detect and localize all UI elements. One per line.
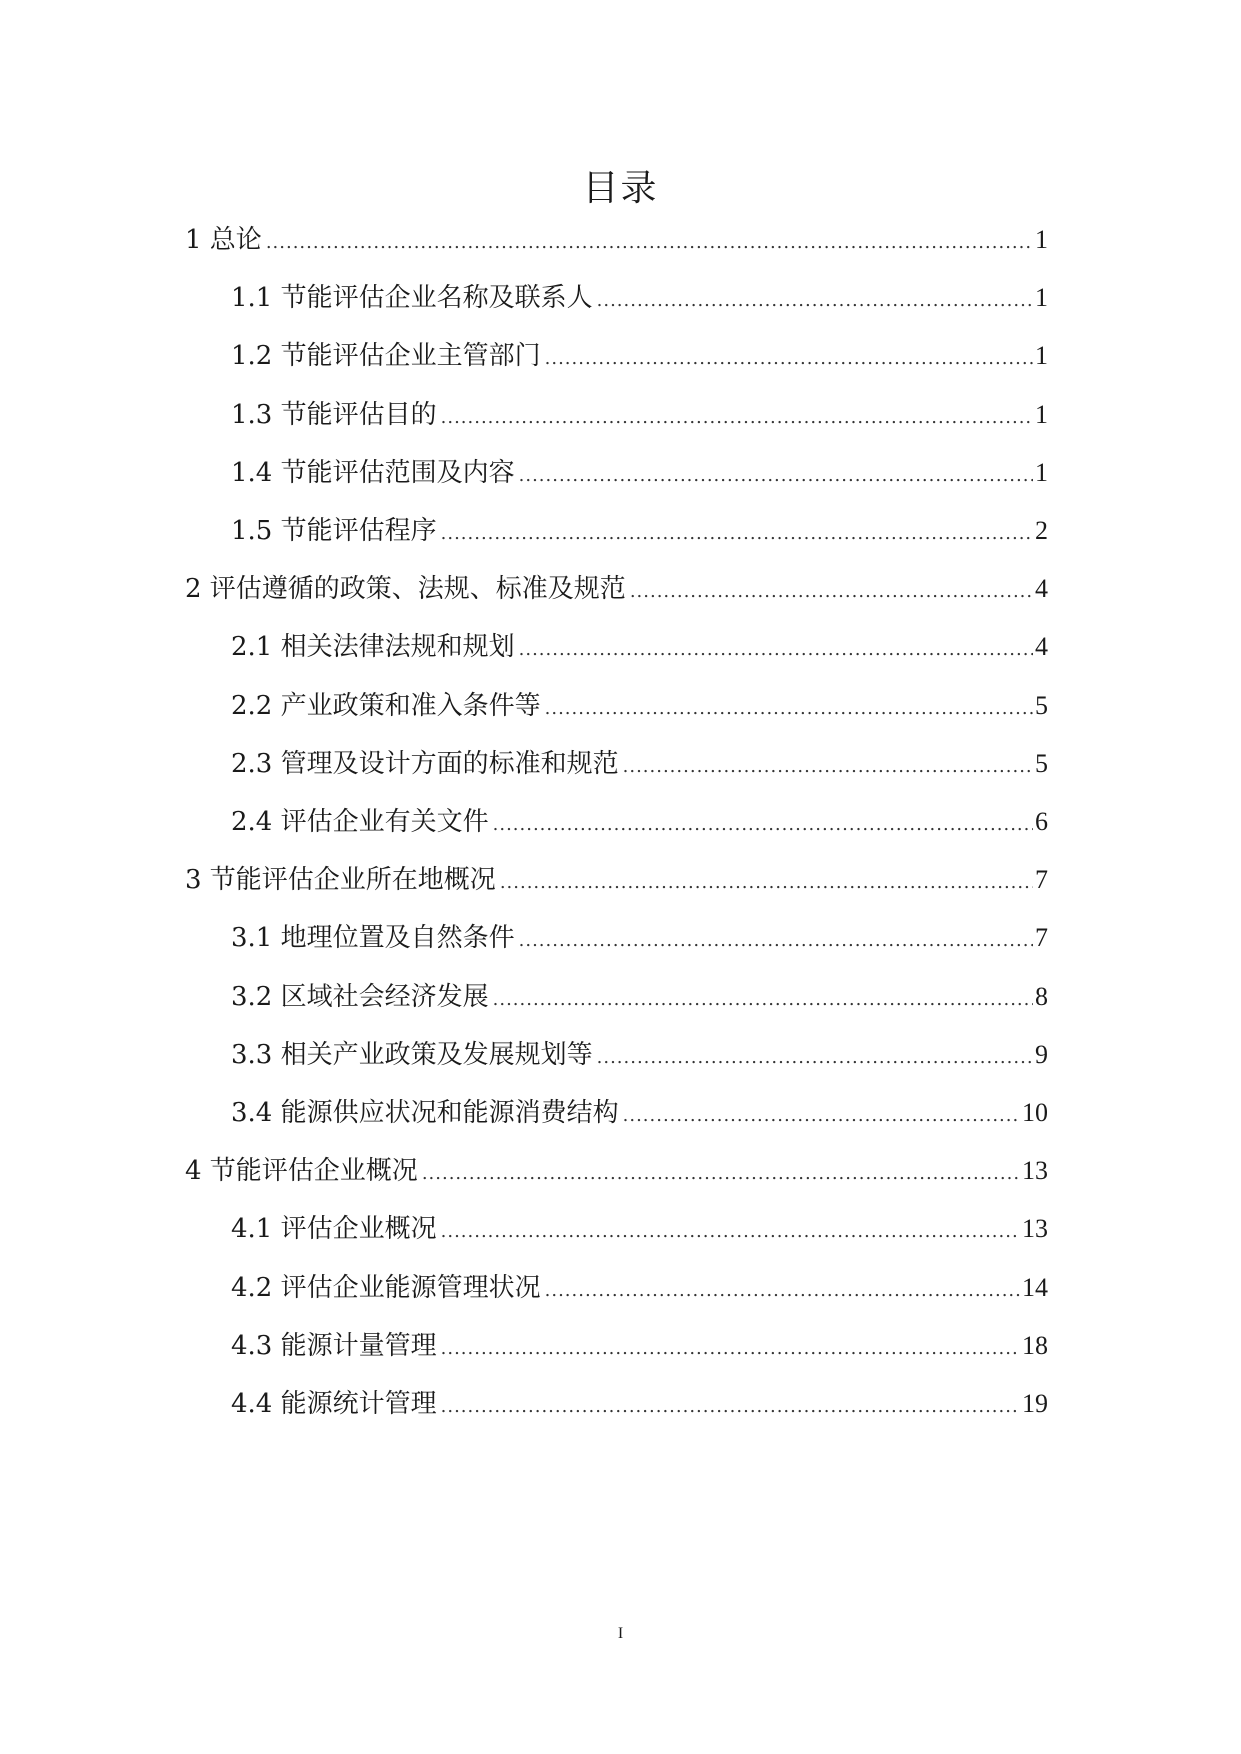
toc-dot-leader <box>597 281 1033 321</box>
toc-entry-label: 1.3 节能评估目的 <box>231 399 437 430</box>
toc-dot-leader <box>493 805 1033 845</box>
toc-entry[interactable] <box>231 395 1048 435</box>
toc-entry[interactable] <box>185 220 1048 260</box>
toc-entry-label: 4 节能评估企业概况 <box>185 1156 418 1187</box>
toc-entry-page-number: 2 <box>1035 516 1048 545</box>
page-number: I <box>617 1625 624 1642</box>
toc-dot-leader <box>441 1329 1020 1369</box>
toc-dot-leader <box>441 1212 1020 1252</box>
toc-list <box>0 220 1241 1600</box>
toc-dot-leader <box>493 980 1033 1020</box>
toc-dot-leader <box>623 747 1033 787</box>
toc-entry[interactable] <box>231 1268 1048 1308</box>
toc-entry-page-number: 4 <box>1035 632 1048 662</box>
toc-dot-leader <box>597 1038 1033 1078</box>
toc-dot-leader <box>545 1271 1020 1311</box>
toc-entry[interactable] <box>185 1151 1048 1191</box>
toc-entry[interactable] <box>231 1093 1048 1133</box>
toc-entry-label: 4.4 能源统计管理 <box>231 1389 437 1419</box>
toc-entry-page-number: 18 <box>1022 1330 1048 1360</box>
toc-dot-leader <box>519 456 1033 496</box>
toc-entry[interactable] <box>231 278 1048 318</box>
toc-entry-page-number: 6 <box>1035 807 1048 836</box>
toc-dot-leader <box>630 572 1033 612</box>
toc-dot-leader <box>266 223 1033 263</box>
toc-entry-page-number: 19 <box>1022 1389 1048 1418</box>
toc-entry-label: 4.3 能源计量管理 <box>231 1330 437 1361</box>
toc-entry-page-number: 8 <box>1035 981 1048 1011</box>
toc-entry-page-number: 4 <box>1035 574 1048 604</box>
toc-entry-page-number: 14 <box>1022 1272 1048 1302</box>
toc-entry-page-number: 13 <box>1022 1214 1048 1244</box>
toc-entry-label: 2.2 产业政策和准入条件等 <box>231 690 541 721</box>
toc-entry-page-number: 1 <box>1035 399 1048 429</box>
toc-dot-leader <box>545 689 1033 729</box>
toc-dot-leader <box>519 630 1033 670</box>
toc-entry[interactable] <box>185 569 1048 609</box>
toc-entry[interactable] <box>231 336 1048 376</box>
toc-entry-label: 4.2 评估企业能源管理状况 <box>231 1272 541 1303</box>
toc-entry[interactable] <box>231 627 1048 667</box>
toc-entry-label: 1.2 节能评估企业主管部门 <box>231 341 541 372</box>
toc-entry-page-number: 7 <box>1035 865 1048 895</box>
toc-entry-label: 2.3 管理及设计方面的标准和规范 <box>231 748 619 779</box>
toc-entry-label: 3.3 相关产业政策及发展规划等 <box>231 1039 593 1070</box>
toc-entry-page-number: 1 <box>1035 283 1048 313</box>
toc-entry-page-number: 13 <box>1022 1156 1048 1186</box>
toc-entry[interactable] <box>231 1384 1048 1424</box>
toc-entry[interactable] <box>231 511 1048 551</box>
toc-entry[interactable] <box>231 686 1048 726</box>
toc-entry-page-number: 1 <box>1035 341 1048 371</box>
toc-entry-label: 3.1 地理位置及自然条件 <box>231 923 515 954</box>
toc-entry-label: 1.5 节能评估程序 <box>231 516 437 546</box>
toc-entry-label: 2.4 评估企业有关文件 <box>231 807 489 837</box>
toc-entry[interactable] <box>231 744 1048 784</box>
toc-entry[interactable] <box>231 918 1048 958</box>
toc-dot-leader <box>500 863 1033 903</box>
toc-entry-label: 1 总论 <box>185 225 262 255</box>
toc-dot-leader <box>441 1387 1020 1427</box>
toc-entry[interactable] <box>231 1326 1048 1366</box>
toc-entry-label: 1.1 节能评估企业名称及联系人 <box>231 283 593 314</box>
page-title: 目录 <box>582 168 659 209</box>
toc-entry[interactable] <box>231 1035 1048 1075</box>
toc-dot-leader <box>422 1154 1020 1194</box>
toc-dot-leader <box>623 1096 1020 1136</box>
toc-entry-label: 3 节能评估企业所在地概况 <box>185 865 496 896</box>
toc-entry-page-number: 7 <box>1035 923 1048 953</box>
toc-dot-leader <box>441 514 1033 554</box>
toc-entry-page-number: 5 <box>1035 748 1048 778</box>
toc-entry-label: 4.1 评估企业概况 <box>231 1214 437 1245</box>
toc-entry-page-number: 1 <box>1035 457 1048 487</box>
toc-entry-label: 2 评估遵循的政策、法规、标准及规范 <box>185 574 626 605</box>
toc-entry-page-number: 9 <box>1035 1039 1048 1069</box>
toc-entry[interactable] <box>231 453 1048 493</box>
toc-entry-label: 1.4 节能评估范围及内容 <box>231 457 515 488</box>
toc-entry[interactable] <box>231 802 1048 842</box>
toc-entry[interactable] <box>185 860 1048 900</box>
toc-entry-page-number: 10 <box>1022 1098 1048 1127</box>
toc-entry-label: 3.2 区域社会经济发展 <box>231 981 489 1012</box>
toc-dot-leader <box>519 921 1033 961</box>
toc-entry[interactable] <box>231 1209 1048 1249</box>
toc-entry-label: 2.1 相关法律法规和规划 <box>231 632 515 663</box>
toc-entry-page-number: 5 <box>1035 690 1048 720</box>
toc-entry-page-number: 1 <box>1035 225 1048 254</box>
toc-dot-leader <box>441 398 1033 438</box>
toc-entry[interactable] <box>231 977 1048 1017</box>
toc-entry-label: 3.4 能源供应状况和能源消费结构 <box>231 1098 619 1128</box>
toc-dot-leader <box>545 339 1033 379</box>
